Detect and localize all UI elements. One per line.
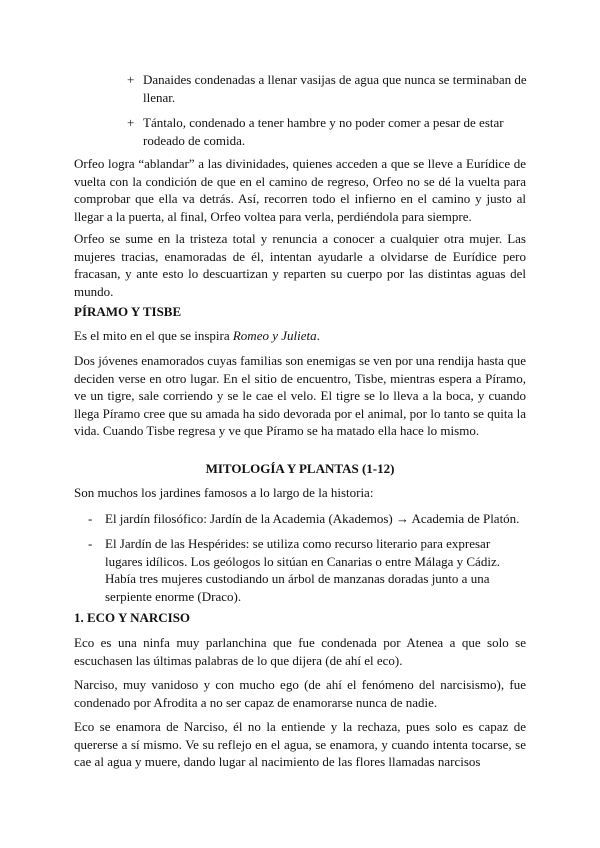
bullet-marker: + [127,72,135,87]
list-item-text: Tántalo, condenado a tener hambre y no poder comer a pesar de estar rodeado de comida. [143,115,504,148]
intro-text: Es el mito en el que se inspira [74,328,233,343]
list-item [88,510,528,528]
paragraph-orfeo-1: Orfeo logra “ablandar” a las divinidades, quienes acceden a que se lleve a Eurídice de vuelta con la condición de que en el camino de regreso, Orfeo no se dé la vuelta para comprobar que ella va detrás. Así, recorren todo el infierno en el camino y justo al llegar a la puerta, al final, Orfeo voltea para verla, perdiéndola para siempre. [74,156,526,224]
paragraph-orfeo-2: Orfeo se sume en la tristeza total y renuncia a conocer a cualquier otra mujer. Las mujeres tracias, enamoradas de él, intentan ayudarle a olvidarse de Eurídice pero fracasan, y ante esto lo descuartizan y reparten su cuerpo por las distintas aguas del mundo. [74,231,526,299]
section-heading-eco: 1. ECO Y NARCISO [74,610,191,625]
paragraph-eco-3: Eco se enamora de Narciso, él no la entiende y la rechaza, pues solo es capaz de quererse a sí mismo. Ve su reflejo en el agua, se enamora, y cuando intenta tocarse, se cae al agua y muere, dando lugar al nacimiento de las flores llamadas narcisos [74,719,526,769]
intro-italic-title: Romeo y Julieta [232,328,317,343]
intro-suffix: . [316,328,320,343]
list-item [127,71,527,107]
list-item-text: Danaides condenadas a llenar vasijas de agua que nunca se terminaban de llenar. [143,72,527,105]
section-heading-piramo: PÍRAMO Y TISBE [74,304,182,319]
list-item [127,114,527,150]
list-item-text: El jardín filosófico: Jardín de la Academia (Akademos) → Academia de Platón. [105,511,520,526]
paragraph-piramo-story: Dos jóvenes enamorados cuyas familias son enemigas se ven por una rendija hasta que deciden verse en otro lugar. En el sitio de encuentro, Tisbe, mientras espera a Píramo, ve un tigre, sale corriendo y se le cae el velo. El tigre se lo lleva a la boca, y cuando llega Píramo cree que su amada ha sido devorada por el animal, por lo tanto se quita la vida. Cuando Tisbe regresa y ve que Píramo se ha matado ella hace lo mismo. [74,353,526,438]
bullet-marker: + [127,115,135,130]
paragraph-jardines: Son muchos los jardines famosos a lo largo de la historia: [74,485,374,500]
bullet-marker: - [88,536,93,551]
list-item-text: El Jardín de las Hespérides: se utiliza como recurso literario para expresar lugares idílicos. Los geólogos lo sitúan en Canarias o entre Málaga y Cádiz. Había tres mujeres custodiando un árbol de manzanas doradas junto a una serpiente enorme (Draco). [105,536,500,604]
section-heading-mitologia: MITOLOGÍA Y PLANTAS (1-12) [205,461,395,476]
paragraph-eco-2: Narciso, muy vanidoso y con mucho ego (de ahí el fenómeno del narcisismo), fue condenado por Afrodita a no ser capaz de enamorarse nunca de nadie. [74,677,526,710]
bullet-marker: - [88,511,93,526]
list-item [88,535,528,605]
paragraph-piramo-intro [74,327,526,345]
paragraph-eco-1: Eco es una ninfa muy parlanchina que fue condenada por Atenea a que solo se escuchasen las últimas palabras de lo que dijera (de ahí el eco). [74,635,526,668]
